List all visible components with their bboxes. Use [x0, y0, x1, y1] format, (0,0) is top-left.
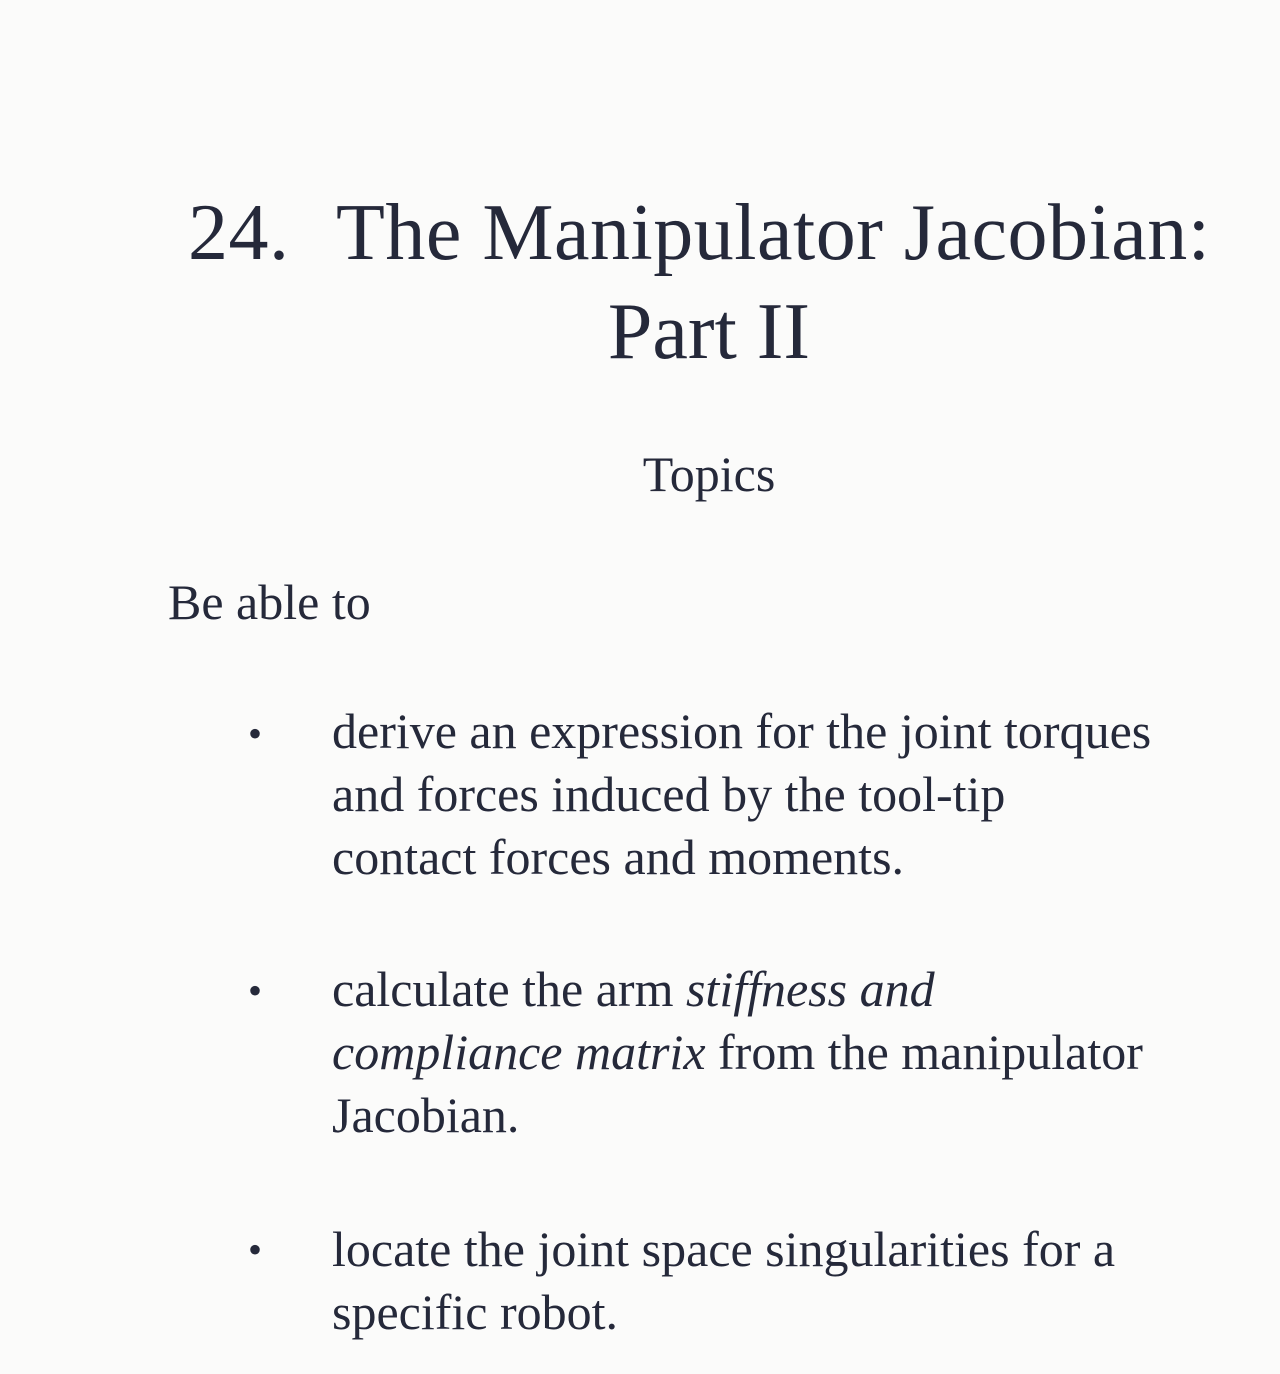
list-item: [332, 1218, 1272, 1344]
bullet-icon: •: [248, 968, 263, 1013]
list-item-line: Jacobian.: [332, 1087, 520, 1143]
list-item-line: contact forces and moments.: [332, 829, 905, 885]
topics-heading: Topics: [642, 446, 776, 502]
list-item-line: locate the joint space singularities for a: [332, 1221, 1116, 1277]
bullet-icon: •: [248, 711, 263, 756]
emphasis-text: stiffness and: [685, 961, 935, 1017]
plain-text: from the manipulator: [705, 1024, 1143, 1080]
list-item-line: [332, 1021, 1272, 1084]
chapter-title: The Manipulator Jacobian:: [336, 189, 1211, 277]
page-title: [188, 188, 1210, 278]
list-item-line: specific robot.: [332, 1284, 619, 1340]
bullet-icon: •: [248, 1227, 263, 1272]
emphasis-text: compliance matrix: [332, 1024, 706, 1080]
chapter-number: 24.: [188, 189, 290, 277]
list-item: [332, 700, 1272, 889]
list-item-line: [332, 958, 1272, 1021]
plain-text: calculate the arm: [332, 961, 686, 1017]
page-title-subtitle: Part II: [607, 288, 811, 376]
list-item-line: derive an expression for the joint torques: [332, 703, 1152, 759]
intro-text: Be able to: [168, 574, 371, 630]
list-item: [332, 958, 1272, 1147]
list-item-line: and forces induced by the tool-tip: [332, 766, 1006, 822]
